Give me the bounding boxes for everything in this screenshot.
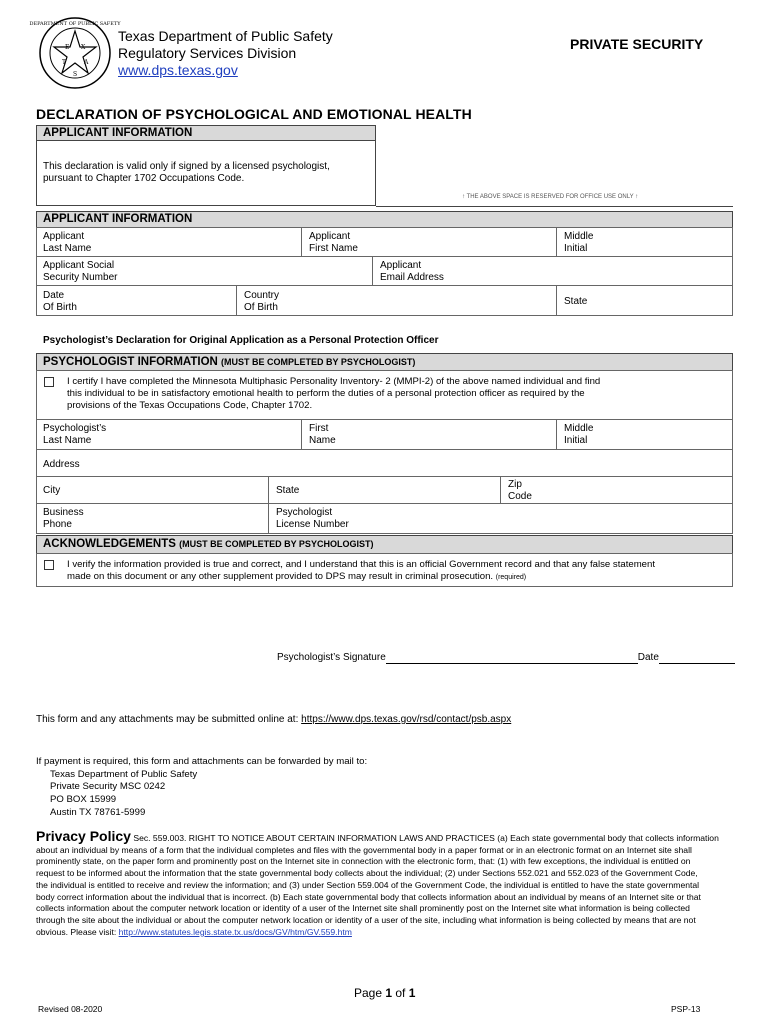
privacy-policy: Privacy Policy Sec. 559.003. RIGHT TO NOTICE ABOUT CERTAIN INFORMATION LAWS AND PRACTICES (a) Each state governmental body that collects information about an individual by means of a form that the individual completes and files with the governmental body in a paper format or in an electronic format on an Internet site shall prominently state, on the paper form and prominently post on the Internet site in connection with the electronic form, that: (1) with few exceptions, the individual is entitled on request to be informed about the information that the state governmental body collects about the individual; (2) under Sections 552.021 and 552.023 of the Government Code, the individual is entitled to receive and review the information; and (3) under Section 559.004 of the Government Code, the individual is entitled to have the state governmental body correct information about the individual that is incorrect. (b) Each state governmental body that collects information about an individual by means of an Internet site or that collects information about the computer network location or identity of a user of the Internet site shall prominently post on the Internet site what information is being collected through the site about the individual or about the computer network location or identity of a user of the site, including what information is being collected by means that are not obvious. Please visit: http://www.statutes.legis.state.tx.us/docs/GV/htm/GV.559.htm (36, 828, 719, 937)
svg-text:X: X (81, 44, 86, 51)
mailing-intro: If payment is required, this form and attachments can be forwarded by mail to: (36, 756, 368, 767)
statute-link[interactable]: http://www.statutes.legis.state.tx.us/docs/GV/htm/GV.559.htm (118, 926, 352, 937)
submission-note: This form and any attachments may be submitted online at: https://www.dps.texas.gov/rsd/contact/psb.aspx (36, 714, 512, 725)
section-heading-applicant (36, 211, 733, 228)
submission-url-link[interactable]: https://www.dps.texas.gov/rsd/contact/psb.aspx (301, 714, 512, 725)
applicant-dob-field[interactable]: Date Of Birth (36, 285, 237, 316)
svg-text:T: T (62, 59, 67, 66)
office-use-divider (376, 206, 733, 207)
svg-text:E: E (65, 44, 70, 51)
psychologist-last-name-field[interactable]: Psychologist’s Last Name (36, 419, 302, 450)
website-link[interactable]: www.dps.texas.gov (118, 62, 238, 78)
office-use-note: ↑ THE ABOVE SPACE IS RESERVED FOR OFFICE USE ONLY ↑ (462, 194, 639, 200)
agency-block (118, 28, 333, 79)
psychologist-license-number-field[interactable]: Psychologist License Number (268, 503, 733, 534)
applicant-state-field[interactable]: State (556, 285, 733, 316)
psychologist-city-field[interactable]: City (36, 476, 269, 504)
arrow-up-icon: ↑ (462, 194, 465, 200)
psychologist-middle-initial-field[interactable]: Middle Initial (556, 419, 733, 450)
date-field[interactable] (659, 652, 735, 664)
applicant-email-field[interactable]: Applicant Email Address (372, 256, 733, 286)
psychologist-business-phone-field[interactable]: Business Phone (36, 503, 269, 534)
applicant-middle-initial-field[interactable]: Middle Initial (556, 227, 733, 257)
acknowledgement-text: I verify the information provided is true and correct, and I understand that this is an official Government record and that any false statement made on this document or any other supplement provided to DPS may result in criminal prosecution. (required) (67, 559, 656, 582)
psychologist-state-field[interactable]: State (268, 476, 501, 504)
certification-text: I certify I have completed the Minnesota Multiphasic Personality Inventory- 2 (MMPI-2) of the above named individual and find this individual to be in satisfactory emotional health to perform the duties of a personal protection officer as required by the provisions of the Texas Occupations Code, Chapter 1702. (67, 376, 601, 411)
certify-checkbox[interactable] (44, 377, 54, 387)
division-name: Regulatory Services Division (118, 45, 297, 61)
privacy-heading: Privacy Policy (36, 828, 131, 844)
program-name: PRIVATE SECURITY (570, 36, 704, 52)
note-line-2: pursuant to Chapter 1702 Occupations Code. (43, 173, 245, 184)
certification-box (36, 370, 733, 420)
form-title: DECLARATION OF PSYCHOLOGICAL AND EMOTIONAL HEALTH (36, 106, 472, 122)
form-id: PSP-13 (671, 1004, 701, 1014)
signature-line: Psychologist’s Signature Date (277, 652, 735, 664)
applicant-ssn-field[interactable]: Applicant Social Security Number (36, 256, 373, 286)
page-number: Page 1 of 1 (354, 986, 416, 1000)
agency-name: Texas Department of Public Safety (118, 28, 333, 44)
mailing-block (36, 756, 367, 820)
svg-text:DEPARTMENT OF PUBLIC SAFETY: DEPARTMENT OF PUBLIC SAFETY (29, 21, 121, 27)
section-heading-psychologist: PSYCHOLOGIST INFORMATION (MUST BE COMPLETED BY PSYCHOLOGIST) (36, 353, 733, 371)
section-heading-applicant-office (36, 125, 376, 141)
acknowledge-checkbox[interactable] (44, 560, 54, 570)
applicant-note-box (36, 140, 376, 206)
svg-text:S: S (73, 71, 78, 78)
signature-field[interactable] (386, 652, 638, 664)
mailing-address: Texas Department of Public Safety Private Security MSC 0242 PO BOX 15999 Austin TX 78761-5999 (50, 768, 198, 818)
dps-seal-logo (29, 16, 121, 90)
section-heading-acknowledgements: ACKNOWLEDGEMENTS (MUST BE COMPLETED BY PSYCHOLOGIST) (36, 535, 733, 554)
revised-date: Revised 08-2020 (38, 1004, 103, 1014)
psychologist-zip-field[interactable]: Zip Code (500, 476, 733, 504)
acknowledgement-box (36, 553, 733, 587)
svg-text:A: A (84, 59, 89, 66)
note-line-1: This declaration is valid only if signed by a licensed psychologist, (43, 161, 330, 172)
applicant-last-name-field[interactable]: Applicant Last Name (36, 227, 302, 257)
declaration-title: Psychologist’s Declaration for Original Application as a Personal Protection Officer (43, 335, 439, 346)
psychologist-first-name-field[interactable]: First Name (301, 419, 557, 450)
section-heading-text: APPLICANT INFORMATION (43, 127, 193, 139)
applicant-first-name-field[interactable]: Applicant First Name (301, 227, 557, 257)
section-heading-text: APPLICANT INFORMATION (43, 213, 193, 225)
psychologist-address-field[interactable]: Address (36, 449, 733, 477)
arrow-up-icon: ↑ (635, 194, 639, 200)
applicant-country-of-birth-field[interactable]: Country Of Birth (236, 285, 557, 316)
